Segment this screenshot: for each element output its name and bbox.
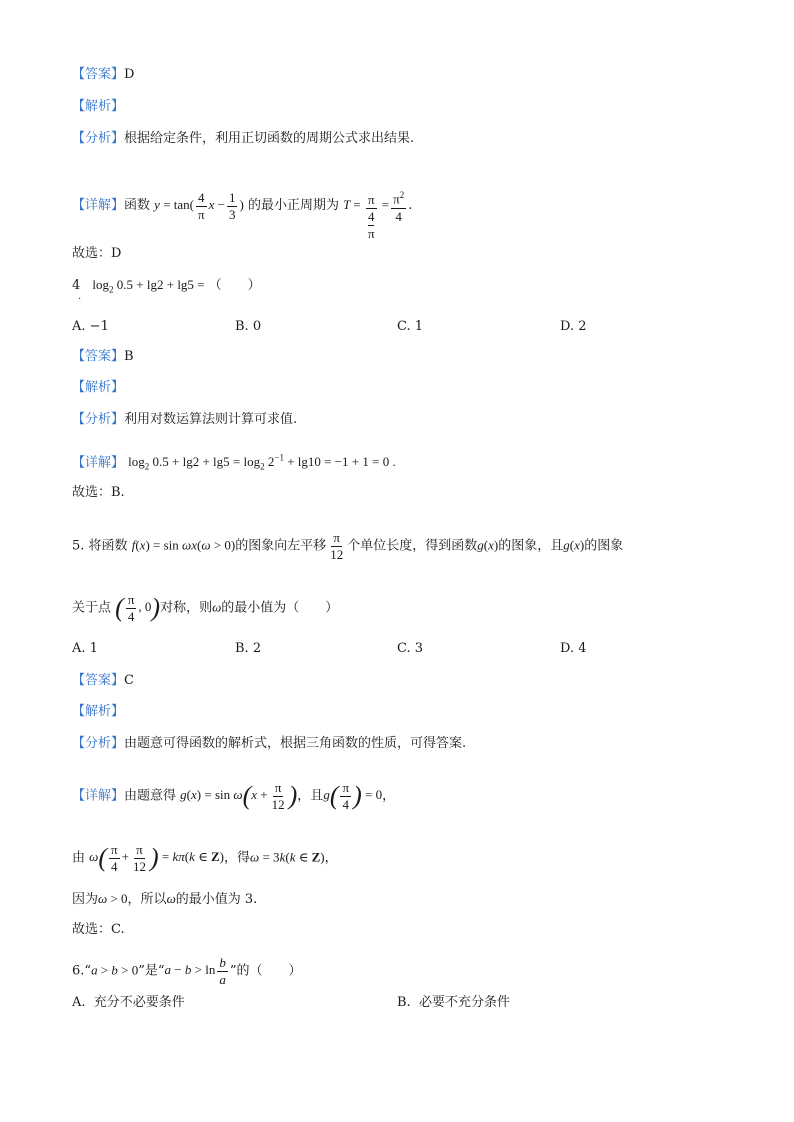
option-value: 必要不充分条件 — [418, 995, 510, 1010]
question-number: 4 — [72, 278, 81, 293]
q4-dot: . — [78, 291, 82, 302]
formula-g: g(x) — [563, 537, 585, 553]
formula-log-calc: $\log_2 0.5 + \lg 2 + \lg 5 = \log_2 2^{-1} + \lg 10 = -1 + 1 = 0$ . — [128, 453, 396, 472]
q3-jiexi — [72, 98, 124, 116]
detail-end: . — [408, 197, 413, 213]
jiexi-tag: 【解析】 — [72, 380, 125, 395]
detail-text: ， — [382, 788, 396, 804]
question-number: 5. — [72, 538, 85, 554]
answer-tag: 【答案】 — [72, 67, 125, 82]
formula-shift: $\frac{\pi}{12}$ — [330, 530, 344, 562]
stem-text: 个单位长度，得到函数 — [347, 538, 478, 554]
q5-answer-line — [72, 672, 134, 690]
option-value: 0 — [252, 319, 262, 334]
detail-text: ， — [324, 850, 338, 866]
stem-text: “ — [84, 963, 92, 979]
answer-tag: 【答案】 — [72, 349, 125, 364]
answer-value: B — [124, 349, 134, 364]
q5-analysis — [72, 735, 466, 753]
option-b — [397, 994, 510, 1012]
option-value: 3 — [414, 641, 424, 656]
option-label: B. — [397, 995, 411, 1010]
answer-tag: 【答案】 — [72, 673, 125, 688]
stem-end: （ ） — [208, 278, 261, 293]
option-label: B. — [235, 641, 249, 656]
option-a — [72, 994, 185, 1012]
detail-text: ，且 — [297, 788, 324, 804]
detail-text: ，得 — [224, 850, 251, 866]
question-number: 6. — [72, 963, 85, 979]
q5-detail-2 — [72, 842, 338, 875]
formula-omega-pos: ω > 0 — [98, 891, 128, 906]
detail-text: 由 — [72, 850, 86, 866]
option-a — [72, 640, 98, 658]
option-label: D. — [560, 641, 575, 656]
q4-jiexi — [72, 379, 124, 397]
detail-tag: 【详解】 — [72, 788, 125, 804]
stem-text: ”是“ — [138, 963, 165, 979]
conclusion-text: 故选：B. — [72, 485, 125, 500]
q3-answer-line — [72, 66, 134, 84]
analysis-text: 利用对数运算法则计算可求值. — [124, 412, 298, 427]
option-value: −1 — [89, 319, 109, 334]
q5-stem-line1 — [72, 530, 623, 563]
formula-omega-eq: ω( $\frac{\pi}{4}$ + $\frac{\pi}{12}$ ) = kπ(k ∈ Z) — [89, 842, 225, 874]
option-value: 2 — [252, 641, 262, 656]
q3-analysis — [72, 130, 414, 148]
q4-stem — [72, 276, 261, 299]
q6-stem — [72, 955, 302, 988]
option-b — [235, 640, 261, 658]
option-label: A. — [72, 995, 86, 1010]
option-label: C. — [397, 641, 411, 656]
analysis-tag: 【分析】 — [72, 412, 125, 427]
option-value: 充分不必要条件 — [93, 995, 185, 1010]
formula-cond2: a − b > ln $\frac{b}{a}$ — [164, 955, 226, 987]
option-value: 1 — [414, 319, 424, 334]
detail-tag: 【详解】 — [72, 197, 125, 213]
q4-analysis — [72, 411, 297, 429]
stem-text: 的最小值为（ ） — [221, 600, 339, 616]
q3-conclusion — [72, 245, 121, 263]
detail-text: 由题意得 — [124, 788, 177, 804]
q4-answer-line — [72, 348, 134, 366]
stem-text: ”的（ ） — [229, 963, 302, 979]
option-value: 1 — [89, 641, 98, 656]
formula-f: f(x) = sin ωx(ω > 0) — [131, 537, 236, 553]
formula-omega-3k: ω = 3k(k ∈ Z) — [250, 849, 325, 865]
analysis-text: 根据给定条件，利用正切函数的周期公式求出结果. — [124, 131, 415, 146]
option-d — [560, 318, 587, 336]
option-label: D. — [560, 319, 575, 334]
formula-omega: ω — [166, 891, 176, 906]
detail-text: 的最小值为 3. — [175, 892, 258, 907]
option-c — [397, 640, 423, 658]
detail-text: 的最小正周期为 — [247, 197, 339, 213]
answer-value: D — [124, 67, 135, 82]
q3-detail — [72, 170, 412, 242]
option-d — [560, 640, 587, 658]
option-value: 2 — [578, 319, 587, 334]
detail-tag: 【详解】 — [72, 455, 125, 471]
formula-log: $\log_2 0.5 + \lg 2 + \lg 5$ = — [92, 277, 205, 295]
option-label: C. — [397, 319, 411, 334]
option-c — [397, 318, 423, 336]
stem-text: 的图象向左平移 — [235, 538, 327, 554]
q5-jiexi — [72, 703, 124, 721]
stem-text: 关于点 — [72, 600, 112, 616]
jiexi-tag: 【解析】 — [72, 704, 125, 719]
detail-text: ，所以 — [127, 892, 167, 907]
formula-omega: ω — [212, 599, 222, 615]
q5-stem-line2 — [72, 592, 338, 625]
q5-conclusion — [72, 921, 125, 939]
formula-tan: y = tan( $\frac{4}{\pi}$ x − $\frac{1}{3}$ ) — [154, 189, 244, 222]
jiexi-tag: 【解析】 — [72, 99, 125, 114]
stem-text: 将函数 — [88, 538, 128, 554]
option-label: A. — [72, 319, 86, 334]
option-label: B. — [235, 319, 249, 334]
formula-g-def: g(x) = sin ω(x + $\frac{\pi}{12}$ ) — [180, 780, 298, 812]
analysis-tag: 【分析】 — [72, 131, 125, 146]
analysis-tag: 【分析】 — [72, 736, 125, 751]
formula-cond1: a > b > 0 — [91, 962, 139, 978]
q5-detail-3 — [72, 890, 257, 909]
q5-detail-1 — [72, 780, 395, 813]
formula-period: T = π 4 π = $\frac{\pi^2}{4}$ — [343, 197, 408, 212]
detail-text: 函数 — [124, 197, 151, 213]
conclusion-text: 故选：D — [72, 246, 122, 261]
answer-value: C — [124, 673, 134, 688]
stem-text: 的图象 — [584, 538, 624, 554]
q4-conclusion — [72, 484, 125, 502]
detail-text: 因为 — [72, 892, 99, 907]
conclusion-text: 故选：C. — [72, 922, 125, 937]
stem-text: 的图象，且 — [498, 538, 564, 554]
option-a — [72, 318, 109, 336]
formula-g-val: g( $\frac{\pi}{4}$ ) = 0 — [323, 780, 383, 812]
option-label: A. — [72, 641, 86, 656]
option-b — [235, 318, 261, 336]
stem-text: 对称，则 — [160, 600, 213, 616]
formula-point: ( $\frac{\pi}{4}$ , 0) — [115, 592, 161, 624]
option-value: 4 — [578, 641, 587, 656]
q4-detail — [72, 449, 396, 476]
analysis-text: 由题意可得函数的解析式，根据三角函数的性质，可得答案. — [124, 736, 467, 751]
formula-g: g(x) — [477, 537, 499, 553]
